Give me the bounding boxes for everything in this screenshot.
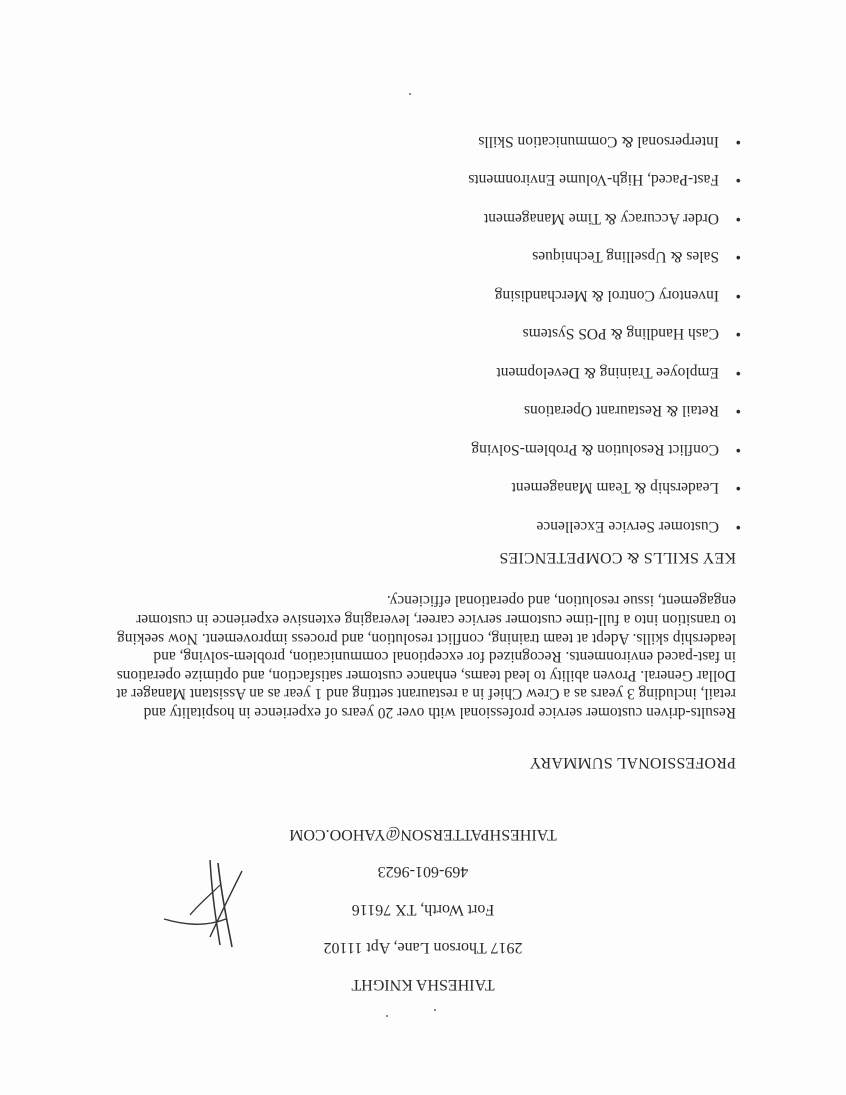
skill-label: Sales & Upselling Techniques (532, 248, 719, 266)
contact-city: Fort Worth, TX 76116 (351, 901, 495, 918)
skills-heading: KEY SKILLS & COMPETENCIES (499, 549, 736, 566)
skill-item (468, 170, 741, 190)
skill-label: Cash Handling & POS Systems (522, 325, 719, 343)
skill-label: Conflict Resolution & Problem-Solving (471, 441, 719, 458)
skill-item (478, 131, 741, 151)
skill-label: Employee Training & Development (496, 364, 719, 381)
scan-speck (434, 1009, 436, 1011)
bullet-icon: • (735, 402, 741, 420)
contact-name: TAIHESHA KNIGHT (351, 976, 495, 993)
skill-label: Retail & Restaurant Operations (524, 402, 719, 420)
bullet-icon: • (735, 364, 741, 381)
scan-speck (386, 1015, 388, 1017)
skill-item (512, 478, 741, 498)
bullet-icon: • (735, 248, 741, 266)
skill-item (537, 516, 741, 536)
bullet-icon: • (735, 133, 741, 150)
skill-item (471, 439, 741, 459)
scan-speck (409, 93, 411, 95)
bullet-icon: • (735, 171, 741, 189)
skill-item (496, 362, 741, 382)
skill-label: Inventory Control & Merchandising (494, 287, 719, 304)
summary-text: Results-driven customer service professional with over 20 years of experience in hospitality and retail, including 3 years as a Crew Chief in a restaurant setting and 1 year as an Assistant Manager at Dollar General. Proven ability to lead teams, enhance customer satisfaction, and optimize operations in fast-paced environments. Recognized for exceptional communication, problem-solving, and leadership skills. Adept at team training, conflict resolution, and process improvement. Now seeking to transition into a full-time customer service career, leveraging extensive experience in customer engagement, issue resolution, and operational efficiency. (116, 592, 736, 721)
summary-heading: PROFESSIONAL SUMMARY (529, 754, 736, 771)
skill-label: Order Accuracy & Time Management (483, 210, 719, 227)
skill-item (495, 285, 741, 305)
bullet-icon: • (735, 325, 741, 343)
skill-label: Leadership & Team Management (511, 479, 719, 497)
bullet-icon: • (735, 479, 741, 497)
bullet-icon: • (735, 441, 741, 458)
contact-email: TAIHESHPATTERSON@YAHOO.COM (289, 826, 557, 843)
bullet-icon: • (735, 518, 741, 535)
skill-label: Interpersonal & Communication Skills (478, 133, 719, 150)
skill-item (532, 247, 741, 267)
contact-phone: 469-601-9623 (377, 863, 469, 880)
skill-item (484, 208, 741, 228)
bullet-icon: • (735, 210, 741, 227)
contact-address: 2917 Thorson Lane, Apt 11102 (323, 939, 523, 956)
skill-label: Customer Service Excellence (536, 518, 719, 535)
skill-item (524, 401, 741, 421)
skill-item (523, 324, 741, 344)
bullet-icon: • (735, 287, 741, 304)
skill-label: Fast-Paced, High-Volume Environments (468, 171, 719, 189)
